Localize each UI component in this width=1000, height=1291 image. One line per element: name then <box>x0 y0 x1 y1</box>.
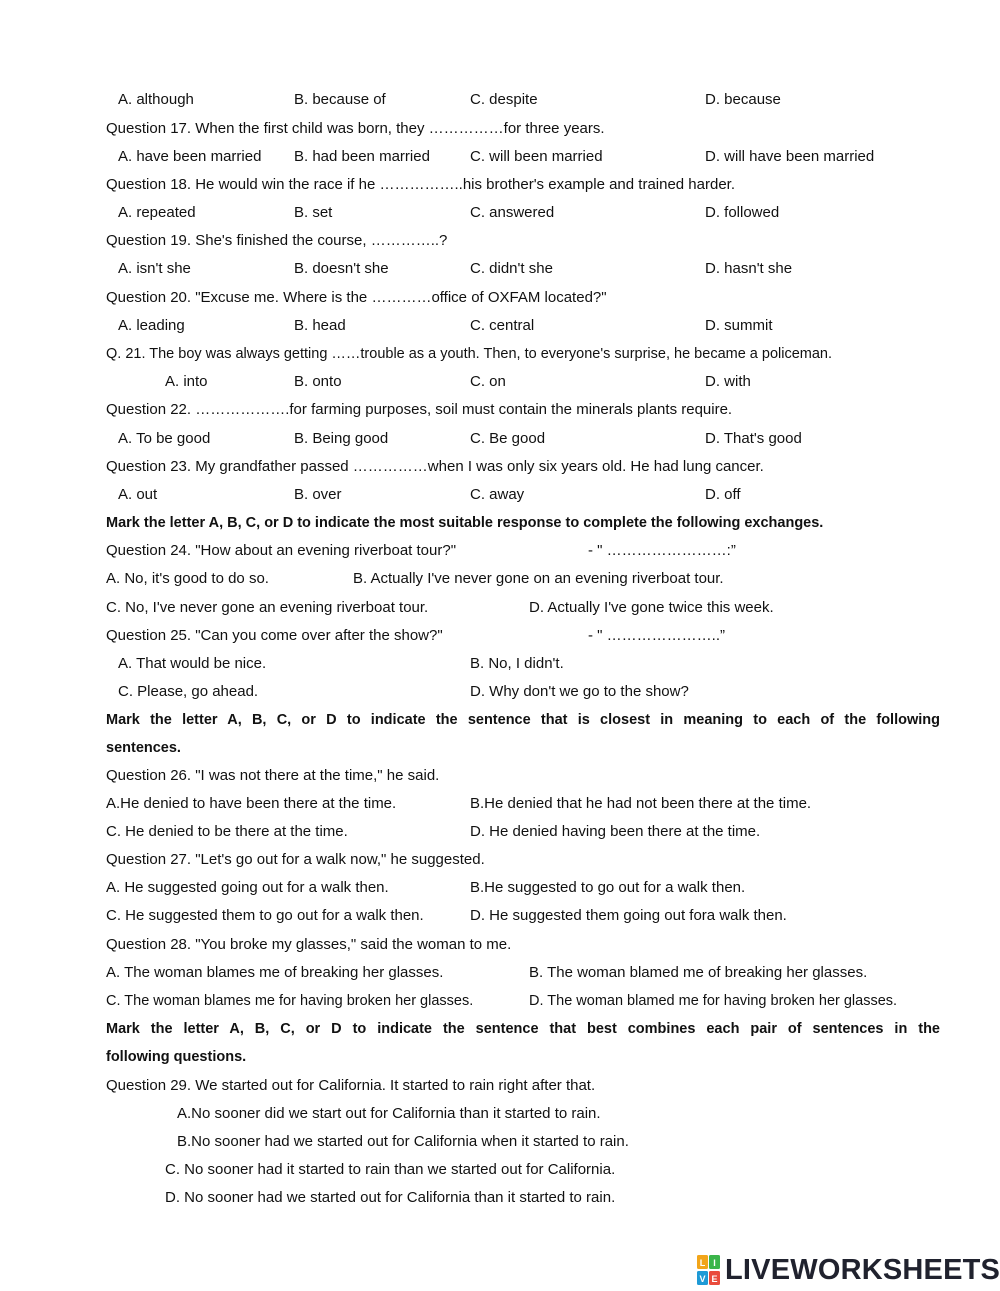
q29-option-d[interactable]: D. No sooner had we started out for California than it started to rain. <box>165 1189 616 1206</box>
q24-option-d[interactable]: D. Actually I've gone twice this week. <box>529 599 774 616</box>
q18-stem: Question 18. He would win the race if he ……………..his brother's example and trained harder. <box>106 176 736 193</box>
q17-option-b[interactable]: B. had been married <box>294 148 430 165</box>
q28-option-c[interactable]: C. The woman blames me for having broken her glasses. <box>106 993 474 1009</box>
q22-option-b[interactable]: B. Being good <box>294 430 389 447</box>
section-heading-exchanges: Mark the letter A, B, C, or D to indicate the most suitable response to complete the following exchanges. <box>106 515 824 531</box>
q25-option-d[interactable]: D. Why don't we go to the show? <box>470 683 689 700</box>
logo-tile-letter: L <box>699 1258 706 1268</box>
q24-option-c[interactable]: C. No, I've never gone an evening riverboat tour. <box>106 599 429 616</box>
section-heading-closest-meaning: Mark the letter A, B, C, or D to indicate the sentence that is closest in meaning to each of the following <box>106 712 940 728</box>
q24-option-b[interactable]: B. Actually I've never gone on an evening riverboat tour. <box>353 570 724 587</box>
q26-option-d[interactable]: D. He denied having been there at the time. <box>470 823 761 840</box>
q19-stem: Question 19. She's finished the course, …………..? <box>106 232 448 249</box>
q26-stem: Question 26. "I was not there at the time," he said. <box>106 767 440 784</box>
q29-option-b[interactable]: B.No sooner had we started out for California when it started to rain. <box>177 1133 629 1150</box>
q16-option-a[interactable]: A. although <box>118 91 194 108</box>
section-heading-combine-sentences-cont: following questions. <box>106 1049 247 1065</box>
q20-option-b[interactable]: B. head <box>294 317 346 334</box>
q21-stem: Q. 21. The boy was always getting ……trouble as a youth. Then, to everyone's surprise, he became a policeman. <box>106 346 833 362</box>
q22-option-d[interactable]: D. That's good <box>705 430 802 447</box>
q27-option-b[interactable]: B.He suggested to go out for a walk then. <box>470 879 746 896</box>
q26-option-b[interactable]: B.He denied that he had not been there at the time. <box>470 795 812 812</box>
q17-option-d[interactable]: D. will have been married <box>705 148 875 165</box>
q19-option-b[interactable]: B. doesn't she <box>294 260 389 277</box>
q21-option-b[interactable]: B. onto <box>294 373 342 390</box>
q23-option-a[interactable]: A. out <box>118 486 158 503</box>
q19-option-a[interactable]: A. isn't she <box>118 260 191 277</box>
q20-stem: Question 20. "Excuse me. Where is the …………office of OXFAM located?" <box>106 289 607 306</box>
q17-option-a[interactable]: A. have been married <box>118 148 262 165</box>
q21-option-c[interactable]: C. on <box>470 373 506 390</box>
q23-option-b[interactable]: B. over <box>294 486 342 503</box>
q19-option-d[interactable]: D. hasn't she <box>705 260 793 277</box>
q16-option-c[interactable]: C. despite <box>470 91 538 108</box>
section-heading-combine-sentences: Mark the letter A, B, C, or D to indicate the sentence that best combines each pair of sentences in the <box>106 1021 940 1037</box>
q18-option-c[interactable]: C. answered <box>470 204 555 221</box>
q24-stem: Question 24. "How about an evening riverboat tour?" <box>106 542 457 559</box>
q25-stem: Question 25. "Can you come over after the show?" <box>106 627 443 644</box>
q27-stem: Question 27. "Let's go out for a walk now," he suggested. <box>106 851 485 868</box>
logo-tiles-icon <box>697 1253 721 1287</box>
q29-option-c[interactable]: C. No sooner had it started to rain than we started out for California. <box>165 1161 616 1178</box>
q20-option-c[interactable]: C. central <box>470 317 535 334</box>
q26-option-a[interactable]: A.He denied to have been there at the time. <box>106 795 397 812</box>
q17-option-c[interactable]: C. will been married <box>470 148 603 165</box>
q21-option-a[interactable]: A. into <box>165 373 208 390</box>
q23-option-d[interactable]: D. off <box>705 486 741 503</box>
q19-option-c[interactable]: C. didn't she <box>470 260 553 277</box>
q17-stem: Question 17. When the first child was born, they ……………for three years. <box>106 120 605 137</box>
q20-option-a[interactable]: A. leading <box>118 317 185 334</box>
liveworksheets-logo[interactable] <box>697 1252 1000 1288</box>
q18-option-a[interactable]: A. repeated <box>118 204 196 221</box>
q16-option-b[interactable]: B. because of <box>294 91 386 108</box>
q27-option-c[interactable]: C. He suggested them to go out for a walk then. <box>106 907 424 924</box>
q28-option-a[interactable]: A. The woman blames me of breaking her glasses. <box>106 964 444 981</box>
q29-stem: Question 29. We started out for California. It started to rain right after that. <box>106 1077 596 1094</box>
section-heading-closest-meaning-cont: sentences. <box>106 740 181 756</box>
q20-option-d[interactable]: D. summit <box>705 317 773 334</box>
q27-option-a[interactable]: A. He suggested going out for a walk then. <box>106 879 389 896</box>
logo-tile-letter: V <box>699 1274 706 1284</box>
q18-option-d[interactable]: D. followed <box>705 204 780 221</box>
logo-wordmark: LIVEWORKSHEETS <box>725 1253 1000 1286</box>
q28-stem: Question 28. "You broke my glasses," said the woman to me. <box>106 936 512 953</box>
q27-option-d[interactable]: D. He suggested them going out fora walk then. <box>470 907 787 924</box>
q28-option-d[interactable]: D. The woman blamed me for having broken her glasses. <box>529 993 898 1009</box>
logo-tile-letter: E <box>711 1274 718 1284</box>
q25-option-c[interactable]: C. Please, go ahead. <box>118 683 259 700</box>
q23-stem: Question 23. My grandfather passed ……………when I was only six years old. He had lung cancer. <box>106 458 764 475</box>
q23-option-c[interactable]: C. away <box>470 486 525 503</box>
q22-stem: Question 22. ……………….for farming purposes, soil must contain the minerals plants require. <box>106 401 733 418</box>
q22-option-a[interactable]: A. To be good <box>118 430 211 447</box>
q29-option-a[interactable]: A.No sooner did we start out for California than it started to rain. <box>177 1105 601 1122</box>
q28-option-b[interactable]: B. The woman blamed me of breaking her glasses. <box>529 964 868 981</box>
q24-option-a[interactable]: A. No, it's good to do so. <box>106 570 269 587</box>
q16-option-d[interactable]: D. because <box>705 91 781 108</box>
q24-reply-blank: - " ……………………:” <box>588 542 736 559</box>
q21-option-d[interactable]: D. with <box>705 373 751 390</box>
q25-option-a[interactable]: A. That would be nice. <box>118 655 267 672</box>
logo-tile-letter: I <box>713 1258 716 1268</box>
q25-option-b[interactable]: B. No, I didn't. <box>470 655 564 672</box>
q26-option-c[interactable]: C. He denied to be there at the time. <box>106 823 348 840</box>
q25-reply-blank: - " …………………..” <box>588 627 725 644</box>
q22-option-c[interactable]: C. Be good <box>470 430 546 447</box>
q18-option-b[interactable]: B. set <box>294 204 333 221</box>
